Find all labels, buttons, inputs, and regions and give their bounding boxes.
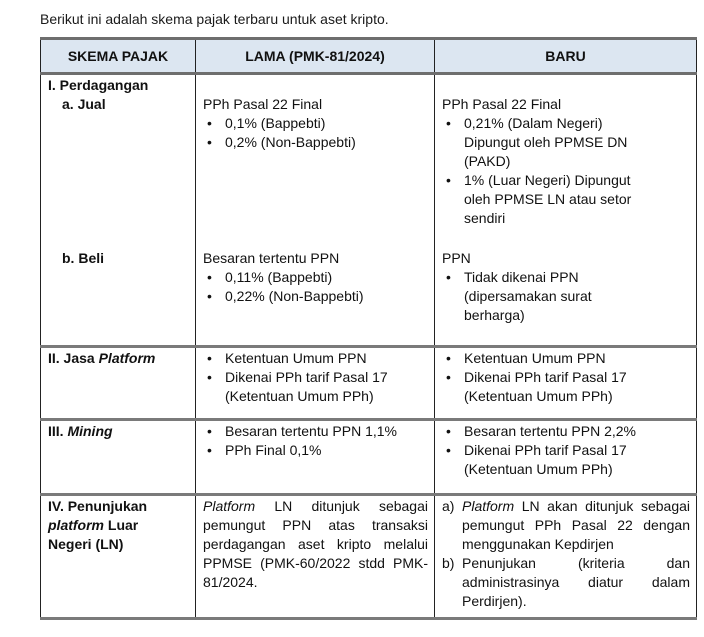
row-label-beli: b. Beli <box>62 250 105 266</box>
list-item <box>442 554 690 611</box>
table-row-jasa-platform <box>41 347 697 420</box>
list-item: • Tidak dikenai PPN (dipersamakan surat berharga) <box>442 268 610 325</box>
table-header-row <box>41 39 697 74</box>
list-marker: a) <box>442 498 455 514</box>
baru-jual-list <box>442 114 690 228</box>
cell-skema-jasa-platform <box>41 347 196 420</box>
cell-skema-beli <box>41 248 196 347</box>
section-title-mining <box>48 423 113 439</box>
cell-skema-penunjukan <box>41 495 196 619</box>
list-item: • Ketentuan Umum PPN <box>442 349 670 368</box>
section-title-line2 <box>48 516 189 535</box>
table-row-mining <box>41 420 697 495</box>
section-title-line3: Negeri (LN) <box>48 536 124 552</box>
lama-beli-heading: Besaran tertentu PPN <box>203 250 340 266</box>
list-item: • Dikenai PPh tarif Pasal 17 (Ketentuan Umum PPh) <box>442 441 670 479</box>
baru-beli-heading: PPN <box>442 250 471 266</box>
intro-text: Berikut ini adalah skema pajak terbaru untuk aset kripto. <box>40 11 389 27</box>
baru-mining-list <box>442 422 690 479</box>
list-item <box>442 497 690 554</box>
lama-mining-list <box>203 422 428 460</box>
lama-italic-word: Platform <box>203 498 256 514</box>
cell-lama-penunjukan <box>196 495 435 619</box>
list-item: • Ketentuan Umum PPN <box>203 349 428 368</box>
lama-beli-list <box>203 268 428 306</box>
section-title-italic: Platform <box>98 350 156 366</box>
section-title-italic: platform <box>48 517 104 533</box>
list-marker: b) <box>442 555 455 571</box>
list-item: • Besaran tertentu PPN 1,1% <box>203 422 428 441</box>
list-item: • 0,21% (Dalam Negeri) Dipungut oleh PPMSE DN (PAKD) <box>442 114 660 171</box>
table-row-perdagangan-jual <box>41 74 697 249</box>
cell-lama-jasa-platform <box>196 347 435 420</box>
list-item: • Dikenai PPh tarif Pasal 17 (Ketentuan Umum PPh) <box>442 368 670 406</box>
list-item-text: Penunjukan (kriteria dan administrasinya diatur dalam Perdirjen). <box>462 555 690 609</box>
cell-baru-jasa-platform <box>435 347 697 420</box>
table-row-perdagangan-beli <box>41 248 697 347</box>
header-lama: LAMA (PMK-81/2024) <box>196 39 435 74</box>
list-item-text: LN akan ditunjuk sebagai pemungut PPh Pasal 22 dengan menggunakan Kepdirjen <box>462 498 690 552</box>
lama-body-text: LN ditunjuk sebagai pemungut PPN atas transaksi perdagangan aset kripto melalui PPMSE (PMK-60/2022 stdd PMK-81/2024. <box>203 498 428 590</box>
cell-baru-mining <box>435 420 697 495</box>
cell-lama-jual <box>196 74 435 249</box>
list-item: • Besaran tertentu PPN 2,2% <box>442 422 670 441</box>
section-title-jasa-platform <box>48 350 155 366</box>
section-title-perdagangan: I. Perdagangan <box>48 77 149 93</box>
list-item: • PPh Final 0,1% <box>203 441 428 460</box>
baru-beli-list <box>442 268 690 325</box>
cell-lama-beli <box>196 248 435 347</box>
baru-penunjukan-list <box>442 497 690 611</box>
cell-skema-jual <box>41 74 196 249</box>
section-title-prefix: II. Jasa <box>48 350 99 366</box>
lama-jual-list <box>203 114 428 152</box>
cell-baru-penunjukan <box>435 495 697 619</box>
header-baru: BARU <box>435 39 697 74</box>
section-title-line1: IV. Penunjukan <box>48 498 148 514</box>
italic-word: Platform <box>462 498 515 514</box>
list-item: • 0,2% (Non-Bappebti) <box>203 133 428 152</box>
section-title-prefix: III. <box>48 423 68 439</box>
lama-penunjukan-text <box>203 497 428 592</box>
section-title-penunjukan <box>48 497 189 554</box>
section-title-italic: Mining <box>67 423 113 439</box>
table-row-penunjukan-platform-ln <box>41 495 697 619</box>
list-item: • Dikenai PPh tarif Pasal 17 (Ketentuan Umum PPh) <box>203 368 428 406</box>
tax-scheme-table <box>40 37 697 620</box>
baru-jual-heading: PPh Pasal 22 Final <box>442 96 562 112</box>
header-skema-pajak: SKEMA PAJAK <box>41 39 196 74</box>
list-item: • 1% (Luar Negeri) Dipungut oleh PPMSE LN atau setor sendiri <box>442 171 660 228</box>
baru-jasa-list <box>442 349 690 406</box>
list-item: • 0,22% (Non-Bappebti) <box>203 287 428 306</box>
cell-baru-jual <box>435 74 697 249</box>
lama-jual-heading: PPh Pasal 22 Final <box>203 96 323 112</box>
row-label-jual: a. Jual <box>62 96 106 112</box>
section-title-after-italic: Luar <box>104 517 139 533</box>
list-item: • 0,1% (Bappebti) <box>203 114 428 133</box>
cell-baru-beli <box>435 248 697 347</box>
list-item: • 0,11% (Bappebti) <box>203 268 428 287</box>
cell-lama-mining <box>196 420 435 495</box>
cell-skema-mining <box>41 420 196 495</box>
lama-jasa-list <box>203 349 428 406</box>
